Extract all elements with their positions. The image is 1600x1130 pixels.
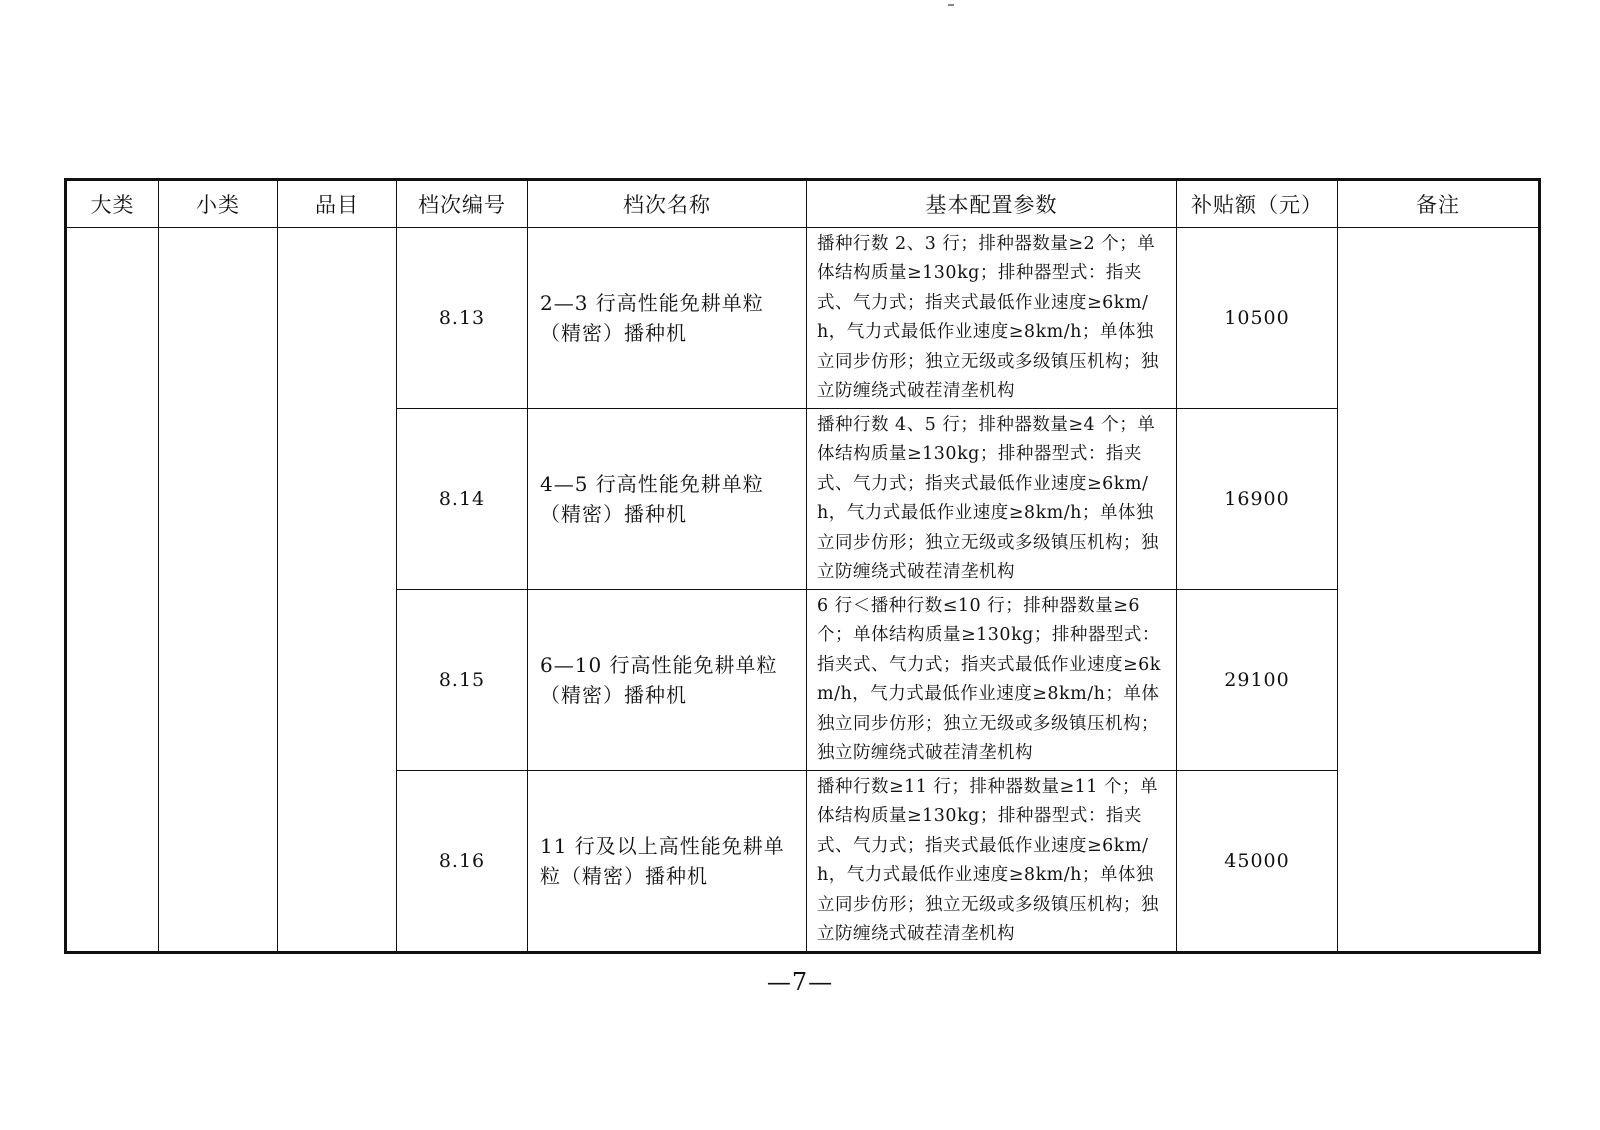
grade-code-cell: 8.16 <box>397 771 528 953</box>
header-item: 品目 <box>278 180 397 228</box>
config-params-cell: 播种行数≥11 行；排种器数量≥11 个；单体结构质量≥130kg；排种器型式：指夹式、气力式；指夹式最低作业速度≥6km/h，气力式最低作业速度≥8km/h；单体独立同步仿形；独立无级或多级镇压机构；独立防缠绕式破茬清垄机构 <box>807 771 1177 953</box>
subsidy-amount-cell: 29100 <box>1177 590 1338 771</box>
config-params-cell: 播种行数 4、5 行；排种器数量≥4 个；单体结构质量≥130kg；排种器型式：指夹式、气力式；指夹式最低作业速度≥6km/h，气力式最低作业速度≥8km/h；单体独立同步仿形；独立无级或多级镇压机构；独立防缠绕式破茬清垄机构 <box>807 409 1177 590</box>
grade-name-cell: 11 行及以上高性能免耕单粒（精密）播种机 <box>528 771 807 953</box>
subcategory-cell <box>159 228 278 953</box>
table-row <box>66 228 1540 409</box>
header-subsidy-amount: 补贴额（元） <box>1177 180 1338 228</box>
table-header-row <box>66 180 1540 228</box>
category-cell <box>66 228 159 953</box>
grade-code-cell: 8.15 <box>397 590 528 771</box>
subsidy-amount-cell: 10500 <box>1177 228 1338 409</box>
grade-name-cell: 4—5 行高性能免耕单粒（精密）播种机 <box>528 409 807 590</box>
item-cell <box>278 228 397 953</box>
subsidy-amount-cell: 16900 <box>1177 409 1338 590</box>
config-params-cell: 6 行＜播种行数≤10 行；排种器数量≥6 个；单体结构质量≥130kg；排种器型式：指夹式、气力式；指夹式最低作业速度≥6km/h，气力式最低作业速度≥8km/h；单体独立同步仿形；独立无级或多级镇压机构；独立防缠绕式破茬清垄机构 <box>807 590 1177 771</box>
remarks-cell <box>1338 228 1540 953</box>
page-number: —7— <box>766 968 834 996</box>
grade-code-cell: 8.14 <box>397 409 528 590</box>
grade-code-cell: 8.13 <box>397 228 528 409</box>
header-config-params: 基本配置参数 <box>807 180 1177 228</box>
grade-name-cell: 6—10 行高性能免耕单粒（精密）播种机 <box>528 590 807 771</box>
subsidy-table <box>64 178 1541 954</box>
scan-artifact <box>948 4 954 6</box>
config-params-cell: 播种行数 2、3 行；排种器数量≥2 个；单体结构质量≥130kg；排种器型式：指夹式、气力式；指夹式最低作业速度≥6km/h，气力式最低作业速度≥8km/h；单体独立同步仿形；独立无级或多级镇压机构；独立防缠绕式破茬清垄机构 <box>807 228 1177 409</box>
header-grade-name: 档次名称 <box>528 180 807 228</box>
grade-name-cell: 2—3 行高性能免耕单粒（精密）播种机 <box>528 228 807 409</box>
subsidy-amount-cell: 45000 <box>1177 771 1338 953</box>
header-subcategory: 小类 <box>159 180 278 228</box>
header-category: 大类 <box>66 180 159 228</box>
header-remarks: 备注 <box>1338 180 1540 228</box>
header-grade-code: 档次编号 <box>397 180 528 228</box>
